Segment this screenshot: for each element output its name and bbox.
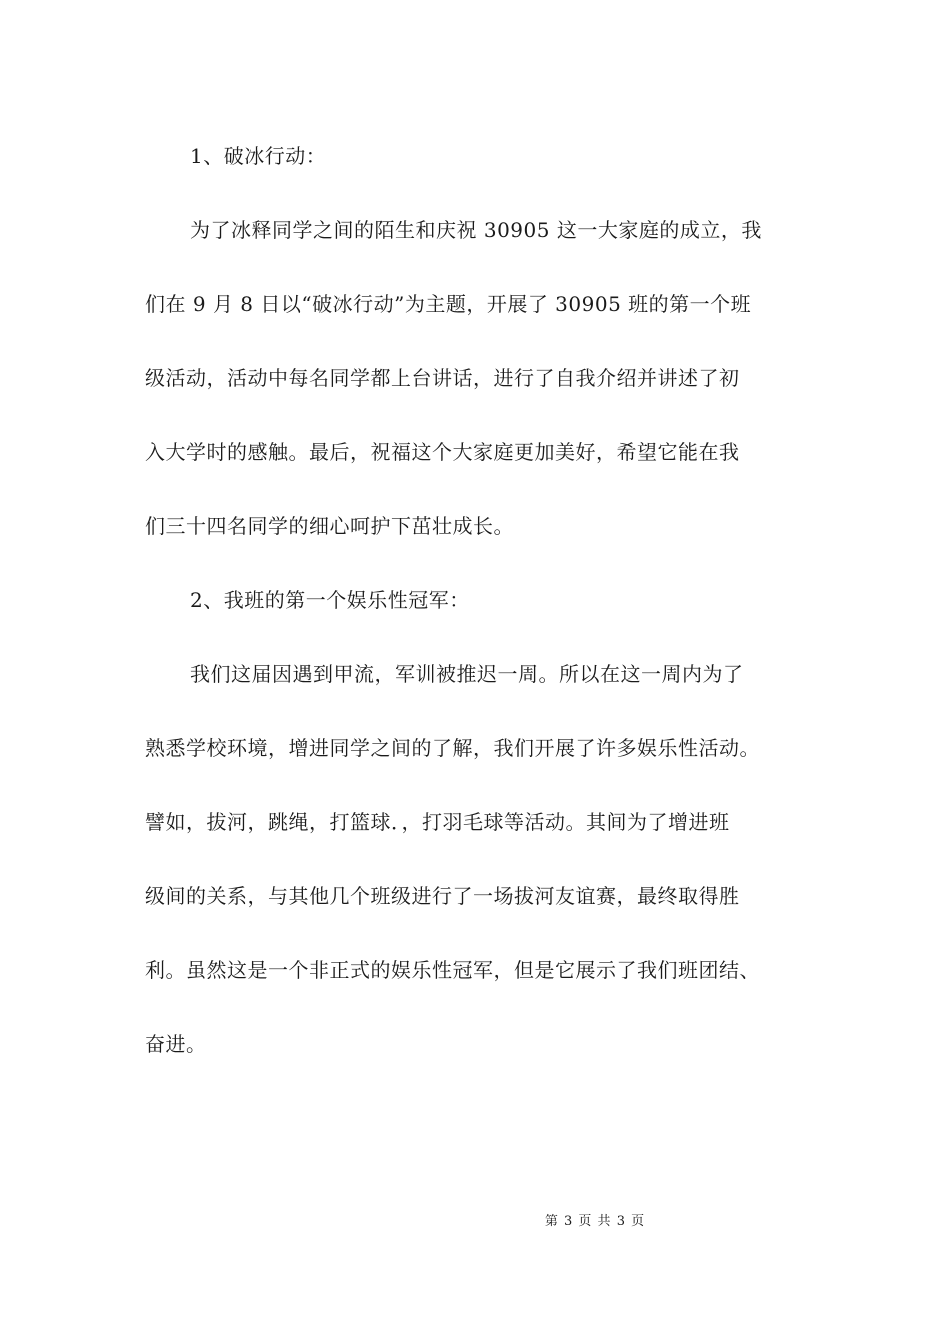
section1-line-3: 级活动，活动中每名同学都上台讲话，进行了自我介绍并讲述了初 [145,366,740,390]
section1-line-5: 们三十四名同学的细心呵护下茁壮成长。 [145,514,514,538]
section2-line-3: 譬如，拔河，跳绳，打篮球．，打羽毛球等活动。其间为了增进班 [145,810,730,834]
section2-heading: 2、我班的第一个娱乐性冠军： [190,588,470,612]
section1-heading: 1、破冰行动： [190,144,327,168]
page-number-footer: 第 3 页 共 3 页 [544,1214,646,1229]
section1-line-2: 们在 9 月 8 日以“破冰行动”为主题，开展了 30905 班的第一个班 [145,292,752,316]
section2-line-2: 熟悉学校环境，增进同学之间的了解，我们开展了许多娱乐性活动。 [145,736,760,760]
section2-line-4: 级间的关系，与其他几个班级进行了一场拔河友谊赛，最终取得胜 [145,884,740,908]
section1-line-4: 入大学时的感触。最后，祝福这个大家庭更加美好，希望它能在我 [145,440,740,464]
section1-line-1: 为了冰释同学之间的陌生和庆祝 30905 这一大家庭的成立，我 [190,218,762,242]
section2-line-6: 奋进。 [145,1032,207,1056]
section2-line-5: 利。虽然这是一个非正式的娱乐性冠军，但是它展示了我们班团结、 [145,958,760,982]
section2-line-1: 我们这届因遇到甲流，军训被推迟一周。所以在这一周内为了 [190,662,744,686]
